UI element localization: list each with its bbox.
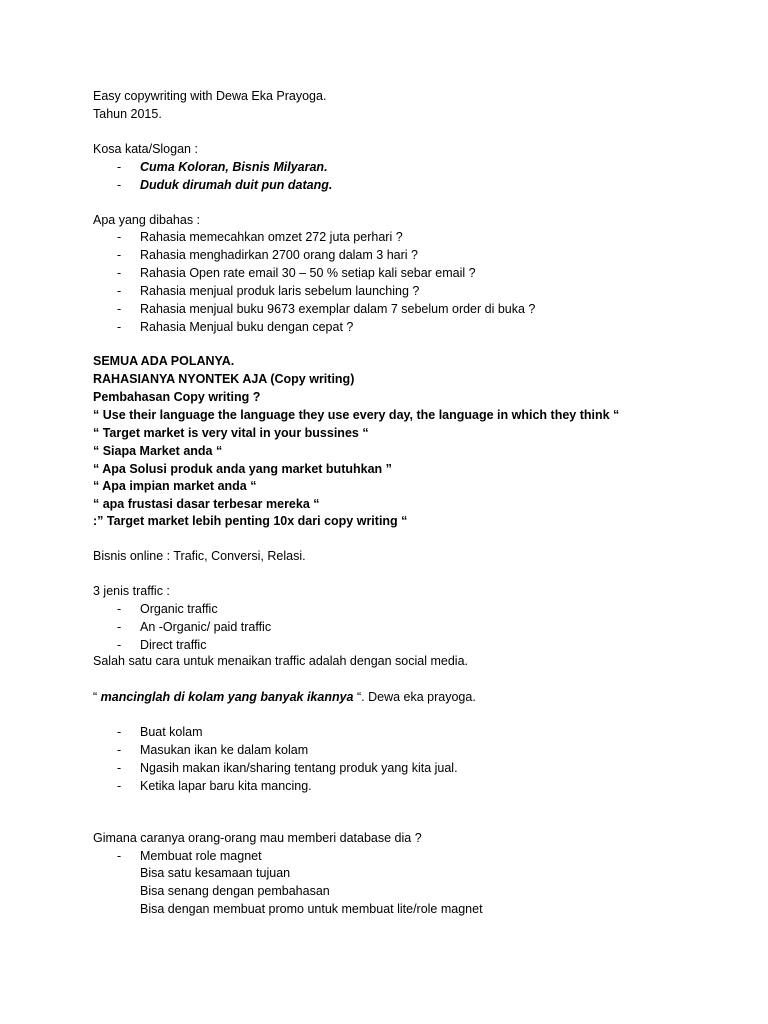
bullet-dash: - (117, 302, 122, 316)
quote-line: “ Apa Solusi produk anda yang market butuhkan ” (93, 462, 392, 476)
traffic-item: Organic traffic (140, 602, 218, 616)
traffic-note: Salah satu cara untuk menaikan traffic adalah dengan social media. (93, 654, 469, 668)
topic-item: Rahasia memecahkan omzet 272 juta perhari ? (140, 230, 403, 244)
quote-line: “ Use their language the language they use every day, the language in which they think “ (93, 408, 620, 422)
bullet-dash: - (117, 849, 122, 863)
slogan-item: Duduk dirumah duit pun datang. (140, 178, 333, 192)
database-item: Membuat role magnet (140, 849, 262, 863)
bullet-dash: - (117, 620, 122, 634)
copywriting-heading: Pembahasan Copy writing ? (93, 390, 261, 404)
bullet-dash: - (117, 725, 122, 739)
topic-item: Rahasia Open rate email 30 – 50 % setiap kali sebar email ? (140, 266, 476, 280)
quote-line: :” Target market lebih penting 10x dari copy writing “ (93, 514, 408, 528)
topic-item: Rahasia menjual produk laris sebelum launching ? (140, 284, 420, 298)
quote-attribution: “. Dewa eka prayoga. (353, 690, 476, 704)
topic-item: Rahasia menghadirkan 2700 orang dalam 3 hari ? (140, 248, 418, 262)
secret-heading: RAHASIANYA NYONTEK AJA (Copy writing) (93, 372, 355, 386)
bullet-dash: - (117, 248, 122, 262)
database-sub-item: Bisa dengan membuat promo untuk membuat lite/role magnet (140, 902, 483, 916)
topic-item: Rahasia menjual buku 9673 exemplar dalam 7 sebelum order di buka ? (140, 302, 536, 316)
doc-year: Tahun 2015. (93, 107, 162, 121)
bullet-dash: - (117, 178, 122, 192)
step-item: Ketika lapar baru kita mancing. (140, 779, 312, 793)
topics-heading: Apa yang dibahas : (93, 213, 201, 227)
bullet-dash: - (117, 779, 122, 793)
bullet-dash: - (117, 160, 122, 174)
bullet-dash: - (117, 230, 122, 244)
step-item: Ngasih makan ikan/sharing tentang produk yang kita jual. (140, 761, 458, 775)
bullet-dash: - (117, 266, 122, 280)
quote-open: “ (93, 690, 101, 704)
bullet-dash: - (117, 743, 122, 757)
traffic-item: Direct traffic (140, 638, 207, 652)
database-sub-item: Bisa satu kesamaan tujuan (140, 866, 291, 880)
quote-line: “ Siapa Market anda “ (93, 444, 223, 458)
bullet-dash: - (117, 284, 122, 298)
quote-line: “ Target market is very vital in your bussines “ (93, 426, 369, 440)
quote-line: “ Apa impian market anda “ (93, 479, 257, 493)
bullet-dash: - (117, 761, 122, 775)
slogan-heading: Kosa kata/Slogan : (93, 142, 198, 156)
traffic-item: An -Organic/ paid traffic (140, 620, 272, 634)
quote-paragraph (93, 688, 476, 706)
topic-item: Rahasia Menjual buku dengan cepat ? (140, 320, 354, 334)
bullet-dash: - (117, 320, 122, 334)
step-item: Buat kolam (140, 725, 203, 739)
bullet-dash: - (117, 602, 122, 616)
quote-line: “ apa frustasi dasar terbesar mereka “ (93, 497, 320, 511)
doc-title: Easy copywriting with Dewa Eka Prayoga. (93, 89, 327, 103)
quote-text: mancinglah di kolam yang banyak ikannya (100, 690, 354, 704)
traffic-heading: 3 jenis traffic : (93, 584, 170, 598)
step-item: Masukan ikan ke dalam kolam (140, 743, 309, 757)
pattern-heading: SEMUA ADA POLANYA. (93, 354, 235, 368)
slogan-item: Cuma Koloran, Bisnis Milyaran. (140, 160, 328, 174)
bisnis-online-line: Bisnis online : Trafic, Conversi, Relasi. (93, 549, 306, 563)
database-sub-item: Bisa senang dengan pembahasan (140, 884, 330, 898)
bullet-dash: - (117, 638, 122, 652)
database-heading: Gimana caranya orang-orang mau memberi database dia ? (93, 831, 422, 845)
